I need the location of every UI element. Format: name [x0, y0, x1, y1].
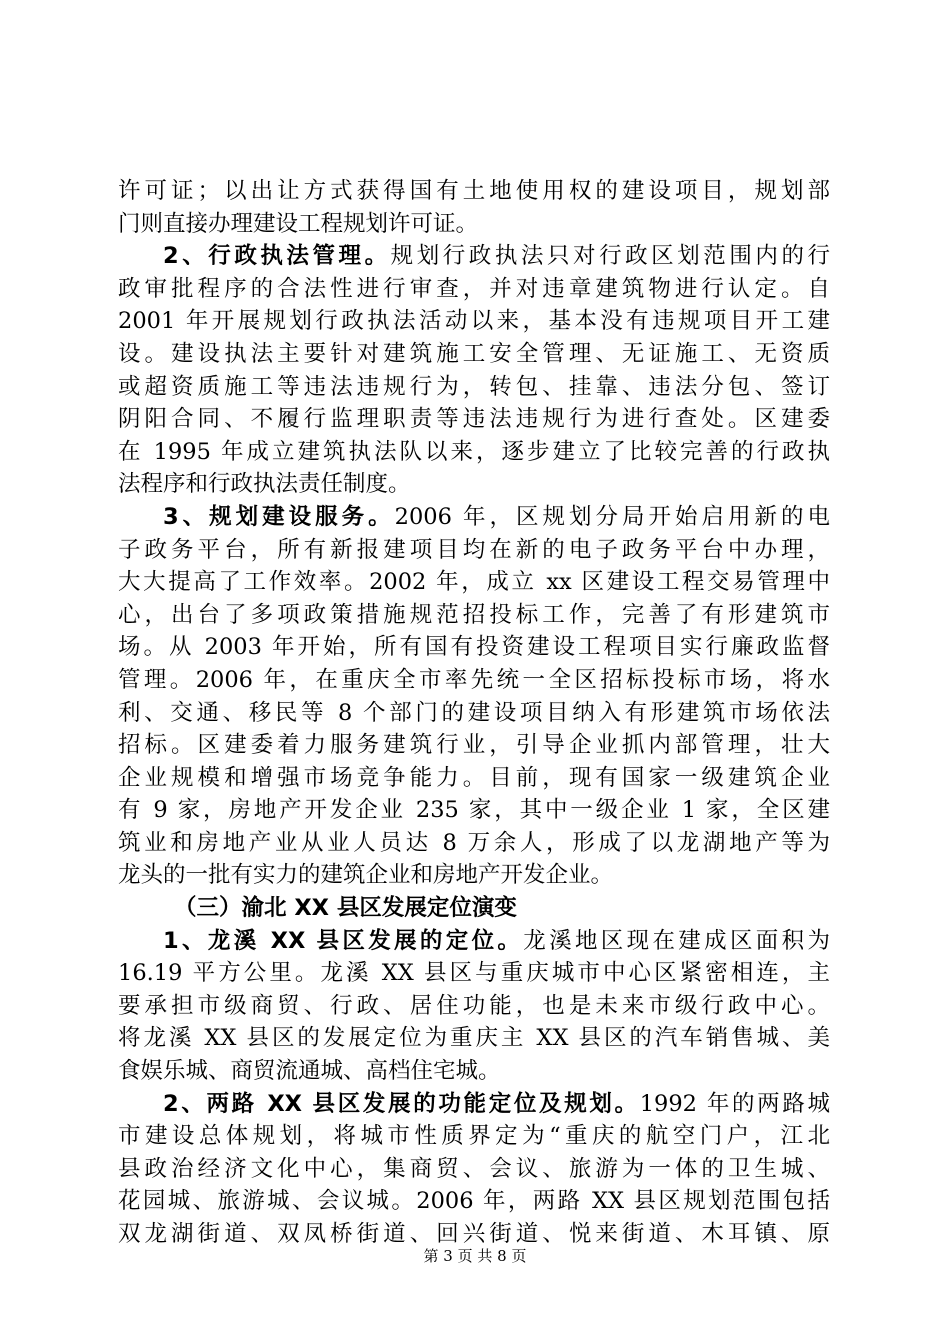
- subheading: 2、行政执法管理。: [163, 243, 391, 270]
- text-line: 龙头的一批有实力的建筑企业和房地产开发企业。: [118, 862, 614, 889]
- text-line: 或超资质施工等违法违规行为，转包、挂靠、违法分包、签订: [118, 373, 830, 400]
- text-line: 筑业和房地产业从业人员达 8 万余人，形成了以龙湖地产等为: [118, 829, 830, 856]
- text-line: [118, 501, 830, 534]
- subheading: 3、规划建设服务。: [163, 503, 395, 530]
- text-line: 企业规模和增强市场竞争能力。目前，现有国家一级建筑企业: [118, 764, 830, 791]
- text-line: 食娱乐城、商贸流通城、高档住宅城。: [118, 1058, 501, 1085]
- text-line: 法程序和行政执法责任制度。: [118, 471, 411, 498]
- text-line: [118, 925, 830, 958]
- text-line: 场。从 2003 年开始，所有国有投资建设工程项目实行廉政监督: [118, 634, 830, 661]
- subheading: 2、两路 XX 县区发展的功能定位及规划。: [163, 1090, 640, 1117]
- text-line: 设。建设执法主要针对建筑施工安全管理、无证施工、无资质: [118, 340, 830, 367]
- text-line: 门则直接办理建设工程规划许可证。: [118, 210, 479, 237]
- text-line: 阴阳合同、不履行监理职责等违法违规行为进行查处。区建委: [118, 406, 830, 433]
- text-line: 许可证；以出让方式获得国有土地使用权的建设项目，规划部: [118, 178, 830, 204]
- text-line: 利、交通、移民等 8 个部门的建设项目纳入有形建筑市场依法: [118, 699, 830, 726]
- text-span: 2006 年，区规划分局开始启用新的电: [394, 503, 831, 530]
- text-line: 政审批程序的合法性进行审查，并对违章建筑物进行认定。自: [118, 275, 830, 302]
- text-line: 将龙溪 XX 县区的发展定位为重庆主 XX 县区的汽车销售城、美: [118, 1025, 830, 1052]
- text-line: 子政务平台，所有新报建项目均在新的电子政务平台中办理，: [118, 536, 830, 563]
- text-line: 16.19 平方公里。龙溪 XX 县区与重庆城市中心区紧密相连，主: [118, 960, 830, 987]
- text-line: [118, 1088, 830, 1121]
- document-body: [118, 175, 830, 1251]
- text-span: 规划行政执法只对行政区划范围内的行: [390, 243, 830, 270]
- text-line: 要承担市级商贸、行政、居住功能，也是未来市级行政中心。: [118, 992, 830, 1019]
- text-line: 在 1995 年成立建筑执法队以来，逐步建立了比较完善的行政执: [118, 438, 830, 465]
- text-span: 龙溪地区现在建成区面积为: [523, 927, 830, 954]
- text-span: 1992 年的两路城: [639, 1090, 830, 1117]
- subheading: 1、龙溪 XX 县区发展的定位。: [163, 927, 524, 954]
- text-line: 县政治经济文化中心，集商贸、会议、旅游为一体的卫生城、: [118, 1155, 830, 1182]
- page-footer: 第 3 页 共 8 页: [423, 1247, 527, 1265]
- text-line: 心，出台了多项政策措施规范招投标工作，完善了有形建筑市: [118, 601, 830, 628]
- text-line: 双龙湖街道、双凤桥街道、回兴街道、悦来街道、木耳镇、原: [118, 1221, 830, 1247]
- text-line: 大大提高了工作效率。2002 年，成立 xx 区建设工程交易管理中: [118, 569, 830, 596]
- text-line: 市建设总体规划，将城市性质界定为“重庆的航空门户，江北: [118, 1123, 830, 1150]
- text-line: 管理。2006 年，在重庆全市率先统一全区招标投标市场，将水: [118, 666, 830, 693]
- text-line: 花园城、旅游城、会议城。2006 年，两路 XX 县区规划范围包括: [118, 1188, 830, 1215]
- text-line: [118, 240, 830, 273]
- text-line: 有 9 家，房地产开发企业 235 家，其中一级企业 1 家，全区建: [118, 797, 830, 824]
- text-line: 招标。区建委着力服务建筑行业，引导企业抓内部管理，壮大: [118, 732, 830, 759]
- section-heading: （三）渝北 XX 县区发展定位演变: [174, 895, 517, 922]
- text-line: 2001 年开展规划行政执法活动以来，基本没有违规项目开工建: [118, 308, 830, 335]
